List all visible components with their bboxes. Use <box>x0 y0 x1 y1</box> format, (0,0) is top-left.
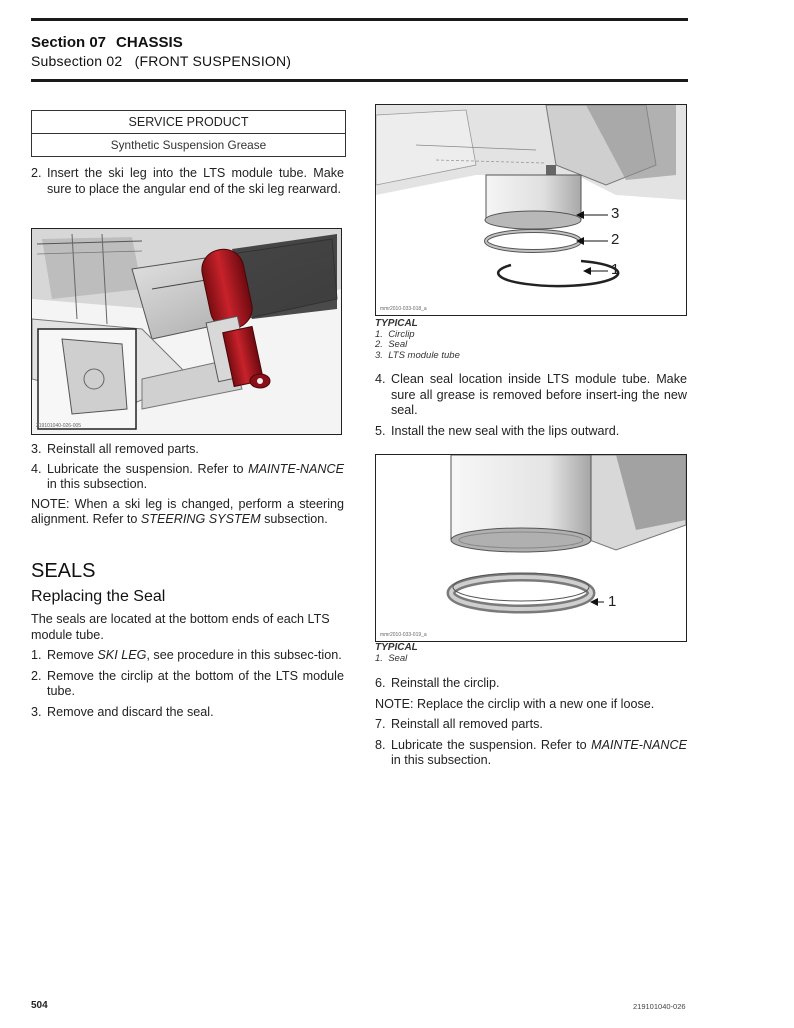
step-number: 8. <box>375 737 386 752</box>
top-rule <box>31 18 688 21</box>
note <box>375 697 687 713</box>
cross-reference: MAINTE-NANCE <box>248 461 344 476</box>
service-product-heading: SERVICE PRODUCT <box>32 111 345 134</box>
step-number: 6. <box>375 676 386 690</box>
callout-2: 2 <box>611 231 620 248</box>
step-text: Install the new seal with the lips outward. <box>391 423 620 438</box>
section-number: Section 07 <box>31 34 107 51</box>
left-replacing-steps <box>31 612 344 720</box>
text-run: subsection. <box>260 512 328 526</box>
step-number: 3. <box>31 442 42 456</box>
note-label: NOTE: <box>31 496 70 511</box>
note-label: NOTE: <box>375 696 414 711</box>
text-run: in this subsection. <box>391 753 492 767</box>
cross-reference: SKI LEG <box>97 648 147 662</box>
section-title <box>31 34 193 51</box>
text-run: Remove <box>47 648 98 662</box>
step-text: Remove and discard the seal. <box>47 704 214 719</box>
step-text: Reinstall all removed parts. <box>391 717 543 731</box>
right-steps-6-8 <box>375 676 687 769</box>
step-text: Remove the circlip at the bottom of the LTS module tube. <box>47 668 344 698</box>
note <box>31 497 344 528</box>
heading-replacing-seal: Replacing the Seal <box>31 588 166 605</box>
service-product-table <box>31 110 346 157</box>
right-steps-4-5 <box>375 372 687 439</box>
text-run: Lubricate the suspension. Refer to <box>391 737 592 752</box>
service-product-item: Synthetic Suspension Grease <box>110 138 267 152</box>
text-run: Replace the circlip with a new one if loose. <box>413 696 655 711</box>
cross-reference: STEERING SYSTEM <box>140 512 261 526</box>
seal-illustration <box>376 455 686 641</box>
header-rule <box>31 79 688 82</box>
figure-seal <box>375 454 687 642</box>
text-run: , see procedure in this subsec-tion. <box>146 648 342 662</box>
figure-code: mmr2010-033-018_a <box>380 306 427 312</box>
heading-seals: SEALS <box>31 560 96 582</box>
lts-module-illustration <box>376 105 686 315</box>
step-text <box>391 738 687 769</box>
step-number: 7. <box>375 717 386 731</box>
step-number: 1. <box>31 648 42 662</box>
step-text: Reinstall the circlip. <box>391 676 500 690</box>
page-number: 504 <box>31 1000 48 1011</box>
text-run: When a ski leg is changed, perform a steering alignment. Refer to <box>31 496 344 526</box>
figure-code: mmr2010-033-019_a <box>380 632 427 638</box>
caption-title: TYPICAL <box>375 642 418 653</box>
seals-intro: The seals are located at the bottom ends of each LTS module tube. <box>31 612 330 642</box>
legend-item: 2. Seal <box>375 339 408 350</box>
step-number: 4. <box>31 461 42 476</box>
step-number: 3. <box>31 704 42 719</box>
step-text: Insert the ski leg into the LTS module tube. Make sure to place the angular end of the ski leg rearward. <box>47 166 344 196</box>
step-text <box>47 462 344 493</box>
text-run: Lubricate the suspension. Refer to <box>47 461 249 476</box>
document-code: 219101040-026 <box>633 1002 686 1011</box>
cross-reference: MAINTE-NANCE <box>591 737 687 752</box>
figure-code: 219101040-026-005 <box>36 423 82 429</box>
subsection-title: Subsection 02 (FRONT SUSPENSION) <box>31 53 292 69</box>
figure-caption-lts <box>375 319 460 361</box>
legend-item: 1. Circlip <box>375 328 415 340</box>
step-number: 4. <box>375 372 386 386</box>
text-run: in this subsection. <box>47 477 148 491</box>
step-text: Clean seal location inside LTS module tube. Make sure all grease is removed before insert-ing the new seal. <box>391 372 687 417</box>
left-steps-3-4 <box>31 442 344 528</box>
left-step-2 <box>31 166 344 197</box>
step-text: Reinstall all removed parts. <box>47 442 199 456</box>
step-number: 5. <box>375 423 386 438</box>
ski-leg-illustration <box>32 229 341 434</box>
step-text <box>47 648 344 664</box>
figure-ski-leg <box>31 228 342 435</box>
section-name: CHASSIS <box>116 34 183 51</box>
callout-1: 1 <box>608 593 617 610</box>
step-number: 2. <box>31 668 42 683</box>
caption-title: TYPICAL <box>375 318 418 329</box>
legend-item: 1. Seal <box>375 652 408 664</box>
figure-lts-module <box>375 104 687 316</box>
legend-item: 3. LTS module tube <box>375 349 460 361</box>
callout-3: 3 <box>611 205 620 222</box>
step-number: 2. <box>31 166 42 180</box>
callout-1: 1 <box>611 261 620 278</box>
figure-caption-seal <box>375 643 418 664</box>
